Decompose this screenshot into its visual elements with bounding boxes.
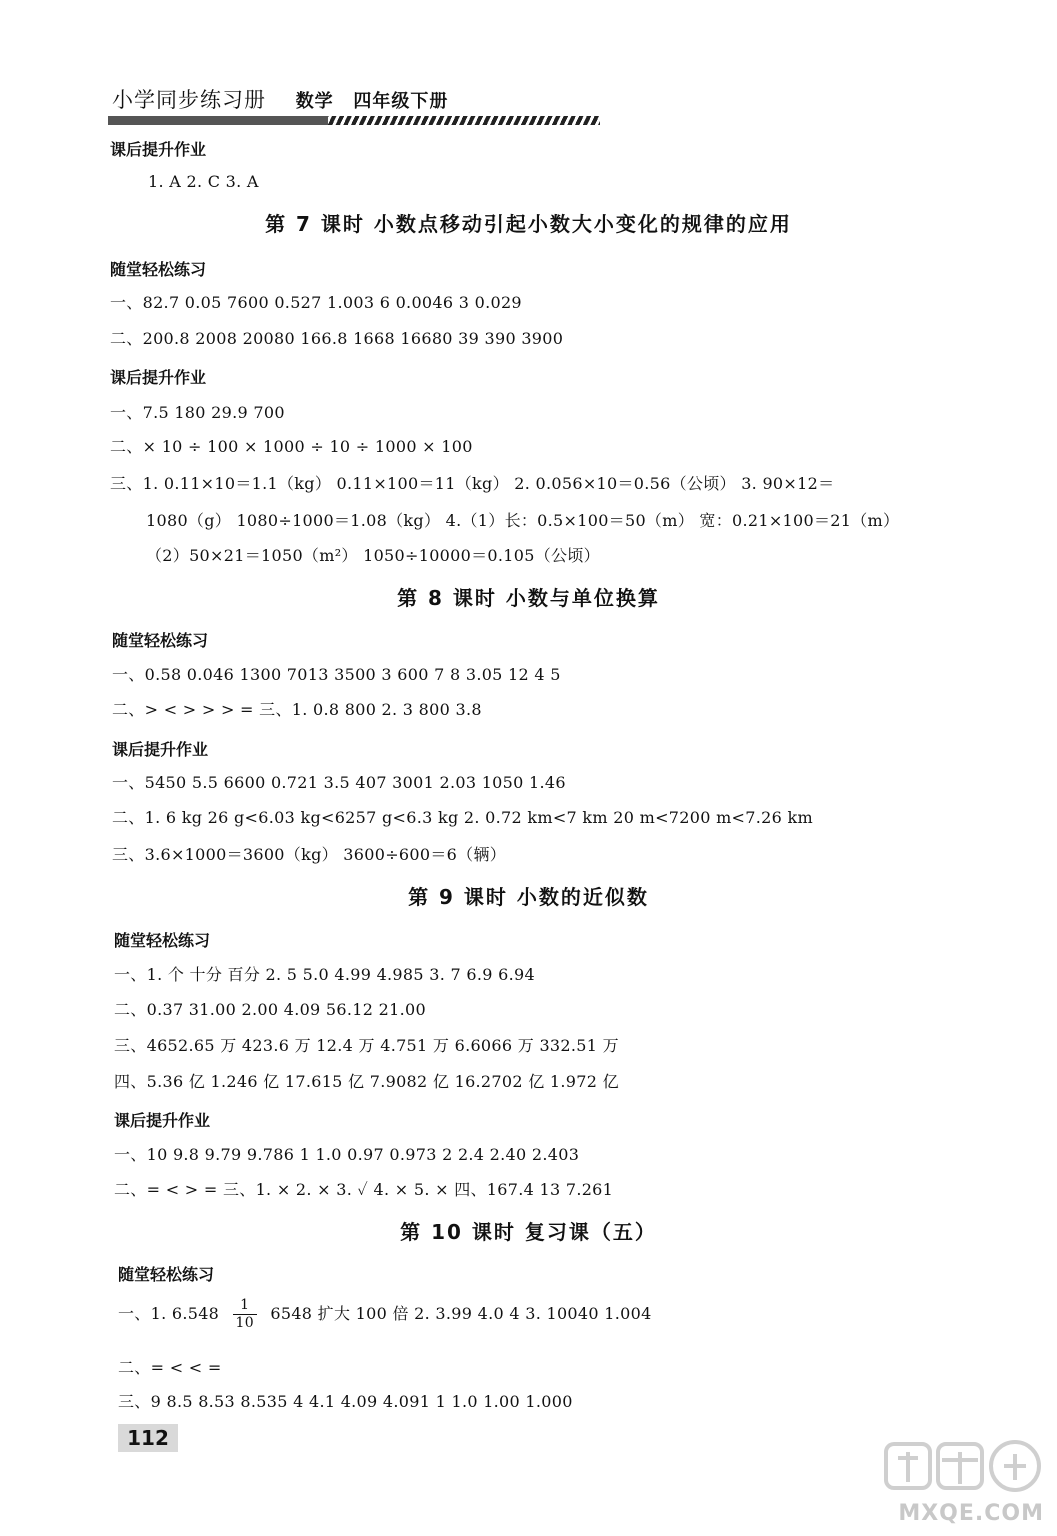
header-divider [108,116,600,125]
fraction [233,1297,257,1332]
answer-line: 二、= < < = [118,1358,222,1377]
homework-heading: 课后提升作业 [114,1111,211,1130]
answer-text: 6548 扩大 100 倍 2. 3.99 4.0 4 3. 10040 1.004 [270,1304,652,1323]
answer-line: 1080（g） 1080÷1000＝1.08（kg） 4.（1）长：0.5×100＝50（m） 宽：0.21×100＝21（m） [146,511,900,530]
answer-line: 二、200.8 2008 20080 166.8 1668 16680 39 390 3900 [110,329,564,348]
book-title: 小学同步练习册 [112,88,266,112]
watermark-logo [880,1436,1050,1526]
answer-line: 一、82.7 0.05 7600 0.527 1.003 6 0.0046 3 0.029 [110,293,522,312]
answer-line: 一、10 9.8 9.79 9.786 1 1.0 0.97 0.973 2 2.4 2.40 2.403 [114,1145,580,1164]
practice-heading: 随堂轻松练习 [118,1265,215,1284]
watermark-text: MXQE.COM [898,1501,1044,1526]
subject-label: 数学 [295,91,334,112]
practice-heading: 随堂轻松练习 [110,260,207,279]
running-header [112,84,448,114]
homework-heading: 课后提升作业 [112,740,209,759]
answer-line: 1. A 2. C 3. A [148,172,259,191]
practice-heading: 随堂轻松练习 [112,631,209,650]
grade-label: 四年级下册 [353,91,449,112]
answer-line: （2）50×21＝1050（m²） 1050÷10000＝0.105（公顷） [146,546,600,565]
answer-line: 三、1. 0.11×10＝1.1（kg） 0.11×100＝11（kg） 2. 0.056×10＝0.56（公顷） 3. 90×12＝ [110,474,835,493]
answer-line: 二、× 10 ÷ 100 × 1000 ÷ 10 ÷ 1000 × 100 [110,437,473,456]
answer-line: 二、= < > = 三、1. × 2. × 3. ✓ 4. × 5. × 四、167.4 13 7.261 [114,1180,614,1199]
practice-heading: 随堂轻松练习 [114,931,211,950]
lesson-title: 第 9 课时 小数的近似数 [408,885,649,909]
watermark-icon [880,1436,1050,1506]
lesson-title: 第 10 课时 复习课（五） [400,1220,657,1244]
answer-line: 一、0.58 0.046 1300 7013 3500 3 600 7 8 3.05 12 4 5 [112,665,561,684]
answer-line: 二、1. 6 kg 26 g<6.03 kg<6257 g<6.3 kg 2. 0.72 km<7 km 20 m<7200 m<7.26 km [112,808,813,827]
answer-line: 三、9 8.5 8.53 8.535 4 4.1 4.09 4.091 1 1.0 1.00 1.000 [118,1392,573,1411]
answer-line: 四、5.36 亿 1.246 亿 17.615 亿 7.9082 亿 16.2702 亿 1.972 亿 [114,1072,619,1091]
answer-line: 一、7.5 180 29.9 700 [110,403,285,422]
answer-text: 一、1. 6.548 [118,1304,220,1323]
homework-heading: 课后提升作业 [110,140,207,159]
answer-line: 一、1. 个 十分 百分 2. 5 5.0 4.99 4.985 3. 7 6.9 6.94 [114,965,535,984]
answer-line: 二、0.37 31.00 2.00 4.09 56.12 21.00 [114,1000,426,1019]
answer-line: 三、4652.65 万 423.6 万 12.4 万 4.751 万 6.6066 万 332.51 万 [114,1036,619,1055]
answer-line: 二、> < > > > = 三、1. 0.8 800 2. 3 800 3.8 [112,700,482,719]
page-number: 112 [118,1424,178,1452]
answer-line: 一、5450 5.5 6600 0.721 3.5 407 3001 2.03 1050 1.46 [112,773,566,792]
lesson-title: 第 7 课时 小数点移动引起小数大小变化的规律的应用 [265,212,792,236]
answer-line [118,1297,652,1332]
homework-heading: 课后提升作业 [110,368,207,387]
fraction-numerator: 1 [233,1297,257,1315]
fraction-denominator: 10 [235,1315,254,1331]
lesson-title: 第 8 课时 小数与单位换算 [397,586,660,610]
answer-line: 三、3.6×1000＝3600（kg） 3600÷600＝6（辆） [112,845,507,864]
